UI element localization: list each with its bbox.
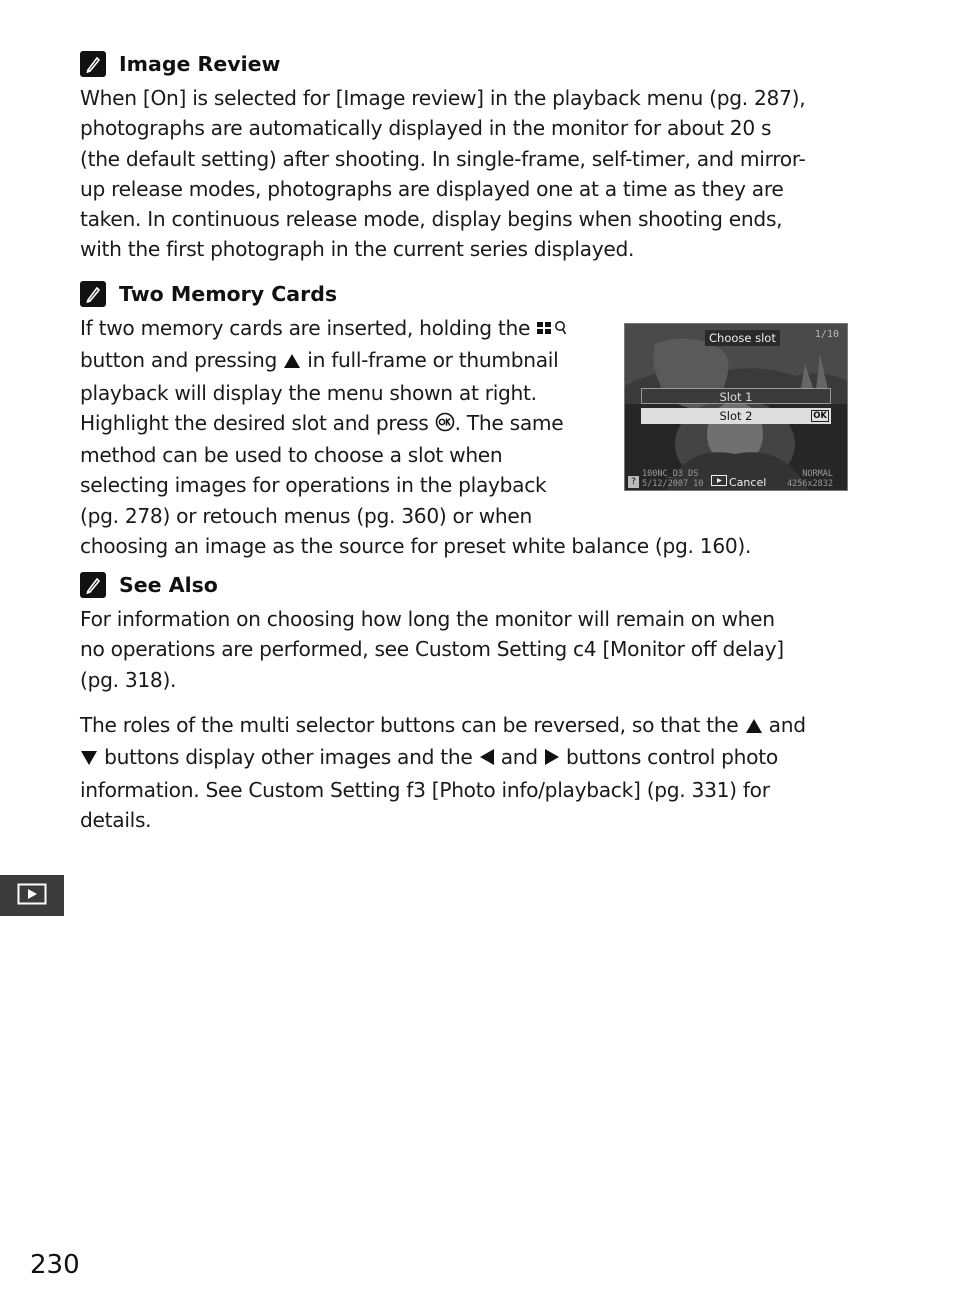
playback-icon [17, 883, 47, 909]
note-heading-see-also [80, 570, 218, 600]
slot-2-option[interactable] [641, 408, 831, 424]
image-size: 4256x2832 [786, 479, 833, 489]
text-line: choosing an image as the source for preset white balance (pg. 160). [80, 534, 752, 559]
slot-1-option[interactable] [641, 388, 831, 404]
note-heading-image-review [80, 49, 280, 79]
note-title: Image Review [119, 52, 281, 76]
image-quality: NORMAL [802, 469, 833, 479]
text-line: When [On] is selected for [Image review] in the playback menu (pg. 287), [80, 86, 806, 110]
down-arrow-icon [80, 744, 98, 774]
text-line: photographs are automatically displayed in the monitor for about 20 s [80, 116, 772, 141]
text-line: (the default setting) after shooting. In single-frame, self-timer, and mirror- [80, 146, 806, 171]
screen-title: Choose slot [705, 330, 780, 346]
ok-button-icon [435, 410, 455, 440]
text-line: information. See Custom Setting f3 [Photo info/playback] (pg. 331) for [80, 777, 770, 802]
text-line [80, 710, 856, 742]
text-line: playback will display the menu shown at right. [80, 380, 537, 405]
text-segment: buttons display other images and the [98, 745, 479, 770]
text-segment: buttons control photo [559, 745, 778, 770]
note-title: Two Memory Cards [119, 282, 338, 306]
text-line: up release modes, photographs are displayed one at a time as they are [80, 176, 784, 201]
slot-label: Slot 2 [719, 409, 753, 423]
text-segment: and [494, 745, 544, 770]
text-segment: If two memory cards are inserted, holding the [80, 316, 537, 340]
multi-selector-text [80, 710, 856, 835]
text-line: details. [80, 807, 152, 832]
left-arrow-icon [479, 744, 495, 774]
up-arrow-icon [745, 712, 763, 742]
text-line: no operations are performed, see Custom Setting c4 [Monitor off delay] [80, 637, 784, 662]
help-icon: ? [628, 476, 639, 488]
image-review-text [80, 83, 856, 265]
text-segment: and [762, 713, 806, 737]
note-title: See Also [119, 573, 218, 597]
capture-date: 5/12/2007 10 [642, 479, 704, 489]
text-line: For information on choosing how long the monitor will remain on when [80, 607, 775, 631]
thumbnail-zoom-button-icon [536, 315, 568, 345]
text-line: method can be used to choose a slot when [80, 443, 503, 468]
text-line [80, 742, 856, 774]
text-line: (pg. 278) or retouch menus (pg. 360) or when [80, 503, 533, 528]
text-line: taken. In continuous release mode, display begins when shooting ends, [80, 207, 783, 232]
pencil-note-icon [80, 572, 106, 598]
pencil-note-icon [80, 51, 106, 77]
cancel-label: Cancel [729, 475, 767, 489]
slot-label: Slot 1 [719, 390, 753, 404]
cancel-hint [711, 475, 766, 489]
right-arrow-icon [544, 744, 560, 774]
note-heading-two-memory-cards [80, 279, 337, 309]
choose-slot-screen [624, 323, 848, 491]
playback-section-tab [0, 875, 64, 916]
see-also-text [80, 604, 856, 695]
text-segment: in full-frame or thumbnail [301, 348, 559, 373]
frame-counter: 1/10 [814, 329, 839, 340]
folder-name: 100NC_D3 DS [642, 469, 699, 479]
text-segment: button and pressing [80, 348, 284, 373]
text-segment: The roles of the multi selector buttons can be reversed, so that the [80, 713, 745, 737]
text-line: selecting images for operations in the playback [80, 473, 547, 498]
pencil-note-icon [80, 281, 106, 307]
playback-icon [711, 475, 729, 489]
text-line: (pg. 318). [80, 667, 177, 692]
up-arrow-icon [283, 347, 301, 377]
text-segment: Highlight the desired slot and press [80, 410, 435, 435]
text-line: with the first photograph in the current series displayed. [80, 237, 635, 262]
page-number: 230 [30, 1250, 80, 1280]
text-segment: . The same [454, 410, 564, 435]
ok-badge: OK [813, 411, 827, 421]
